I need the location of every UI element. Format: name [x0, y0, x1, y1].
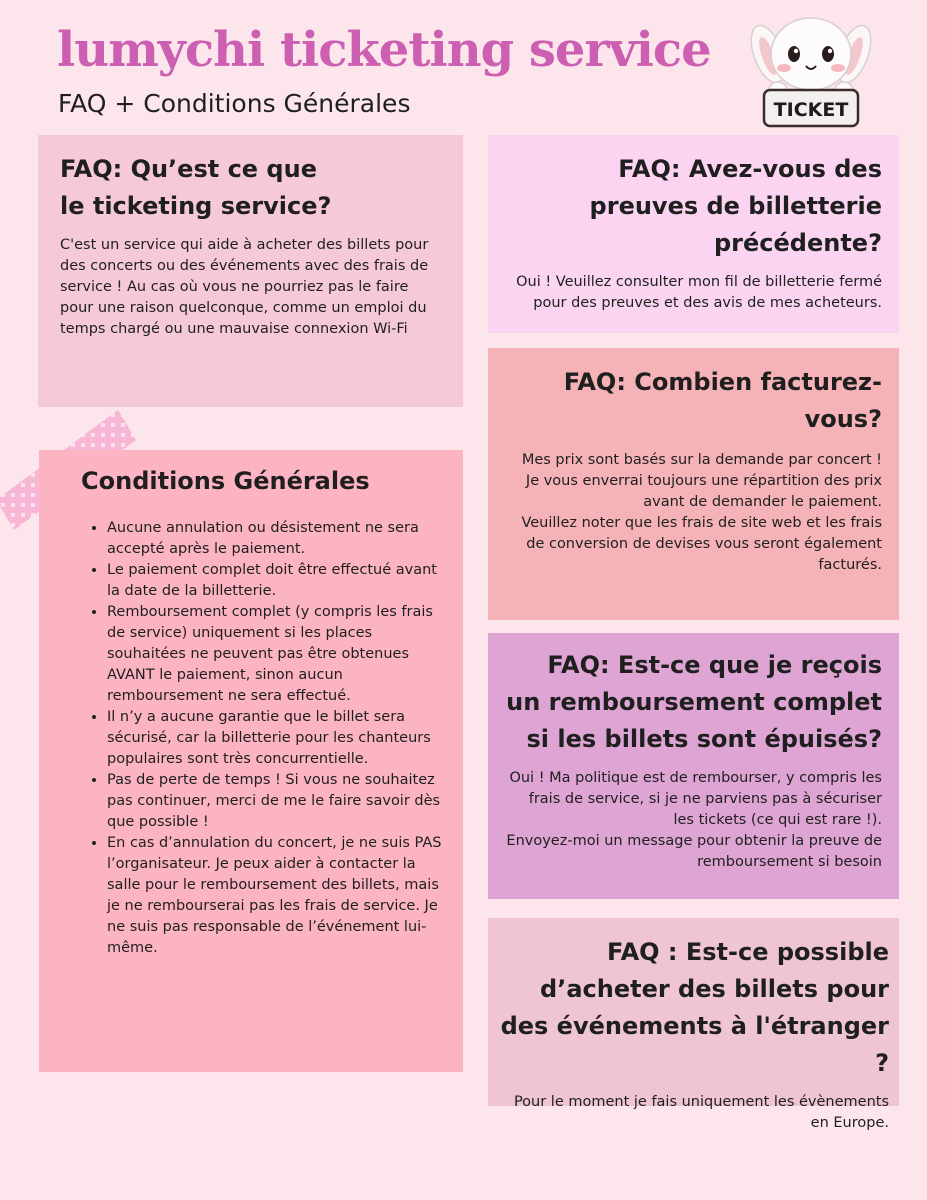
terms-item: • Le paiement complet doit être effectué avant la date de la billetterie.: [107, 560, 443, 602]
faq-question: FAQ: Avez-vous des preuves de billetterie précédente?: [589, 155, 882, 257]
faq-card-what-is-service: [38, 135, 463, 407]
terms-title: Conditions Générales: [81, 467, 370, 495]
page-title: lumychi ticketing service: [57, 22, 711, 78]
faq-question: FAQ : Est-ce possible d’acheter des billets pour des événements à l'étranger ?: [500, 938, 889, 1077]
faq-card-abroad-events: [488, 918, 899, 1131]
faq-answer: Pour le moment je fais uniquement les évènements en Europe.: [513, 1094, 889, 1131]
terms-list: [81, 518, 443, 959]
terms-item: • Pas de perte de temps ! Si vous ne souhaitez pas continuer, merci de me le faire savoir dès que possible !: [107, 770, 443, 833]
faq-card-proof-of-ticketing: [488, 135, 899, 333]
terms-item: • En cas d’annulation du concert, je ne suis PAS l’organisateur. Je peux aider à contacter la salle pour le remboursement des billets, mais je ne rembourserai pas les frais de service. Je ne suis pas responsable de l’événement lui-même.: [107, 833, 443, 959]
faq-question: FAQ: Qu’est ce que le ticketing service?: [60, 155, 332, 220]
faq-question: FAQ: Est-ce que je reçois un remboursement complet si les billets sont épuisés?: [506, 651, 882, 753]
faq-answer: Oui ! Veuillez consulter mon fil de billetterie fermé pour des preuves et des avis de mes acheteurs.: [516, 274, 882, 311]
bunny-mascot-icon: [748, 6, 874, 132]
faq-question: FAQ: Combien facturez-vous?: [563, 368, 882, 433]
terms-item: • Remboursement complet (y compris les frais de service) uniquement si les places souhaitées ne peuvent pas être obtenues AVANT le paiement, sinon aucun remboursement ne sera effectué.: [107, 602, 443, 707]
terms-item: • Aucune annulation ou désistement ne sera accepté après le paiement.: [107, 518, 443, 560]
ticket-badge-label: TICKET: [773, 99, 849, 121]
faq-answer: C'est un service qui aide à acheter des billets pour des concerts ou des événements avec des frais de service ! Au cas où vous ne pourriez pas le faire pour une raison quelconque, comme un emploi du temps chargé ou une mauvaise connexion Wi-Fi: [60, 237, 429, 337]
page-subtitle: FAQ + Conditions Générales: [58, 89, 411, 118]
faq-card-pricing: [488, 348, 899, 620]
faq-card-refund: [488, 633, 899, 899]
terms-and-conditions-card: [39, 450, 463, 1072]
faq-answer: Oui ! Ma politique est de rembourser, y compris les frais de service, si je ne parviens pas à sécuriser les tickets (ce qui est rare !). Envoyez-moi un message pour obtenir la preuve de remboursement si besoin: [506, 770, 882, 870]
faq-answer: Mes prix sont basés sur la demande par concert ! Je vous enverrai toujours une répartition des prix avant de demander le paiement. Veuillez noter que les frais de site web et les frais de conversion de devises vous seront également facturés.: [521, 452, 882, 573]
terms-item: • Il n’y a aucune garantie que le billet sera sécurisé, car la billetterie pour les chanteurs populaires sont très concurrentielle.: [107, 707, 443, 770]
